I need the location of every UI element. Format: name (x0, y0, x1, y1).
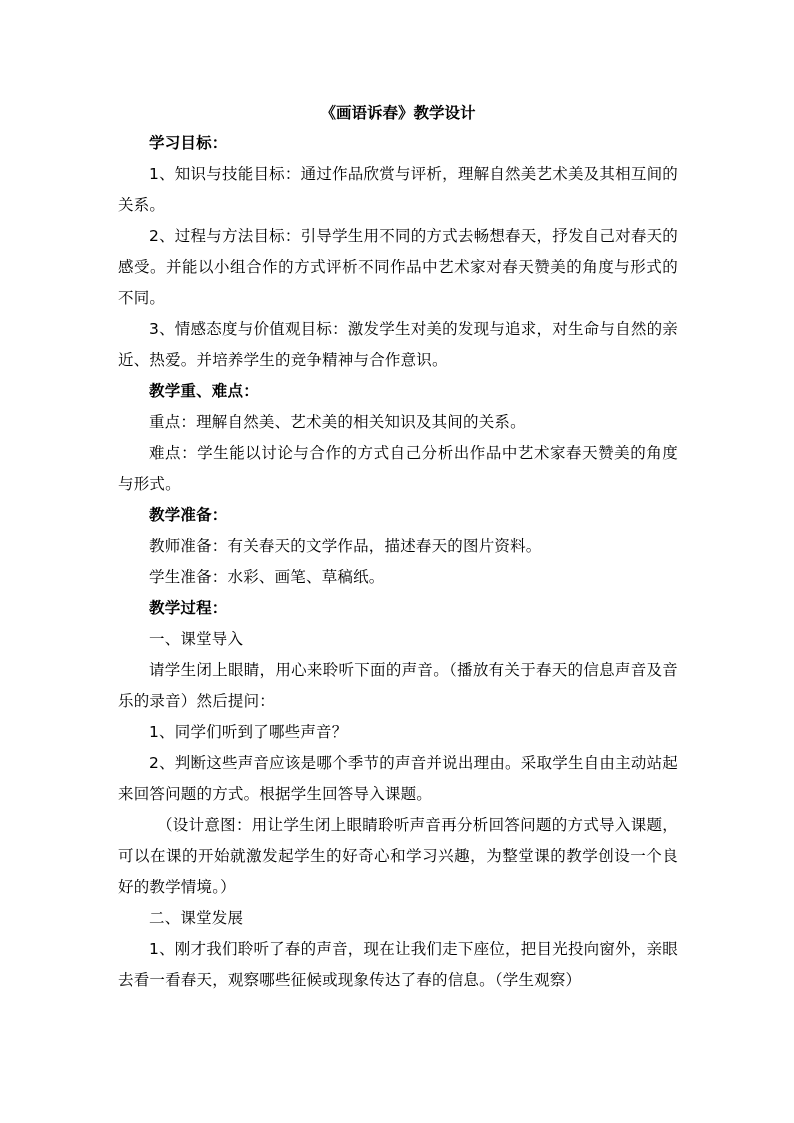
objectives-heading: 学习目标： (149, 134, 228, 152)
preparation-heading: 教学准备： (149, 506, 228, 524)
process-part1-intro: 请学生闭上眼睛，用心来聆听下面的声音。（播放有关于春天的信息声音及音乐的录音）然后提问： (118, 661, 678, 710)
document-page (118, 98, 678, 996)
objective-item: 2、过程与方法目标：引导学生用不同的方式去畅想春天，抒发自己对春天的感受。并能以小组合作的方式评析不同作品中艺术家对春天赞美的角度与形式的不同。 (118, 227, 678, 307)
objective-item: 1、知识与技能目标：通过作品欣赏与评析，理解自然美艺术美及其相互间的关系。 (118, 165, 678, 214)
key-point-focus: 重点：理解自然美、艺术美的相关知识及其间的关系。 (149, 413, 526, 431)
key-point-difficulty: 难点：学生能以讨论与合作的方式自己分析出作品中艺术家春天赞美的角度与形式。 (118, 444, 678, 493)
student-preparation: 学生准备：水彩、画笔、草稿纸。 (149, 568, 385, 586)
process-heading: 教学过程： (149, 599, 228, 617)
document-title: 《画语诉春》教学设计 (320, 104, 476, 122)
teacher-preparation: 教师准备：有关春天的文学作品，描述春天的图片资料。 (149, 537, 542, 555)
process-part1-question: 2、判断这些声音应该是哪个季节的声音并说出理由。采取学生自由主动站起来回答问题的方式。根据学生回答导入课题。 (118, 754, 678, 803)
key-points-heading: 教学重、难点： (149, 382, 259, 400)
objective-item: 3、情感态度与价值观目标：激发学生对美的发现与追求，对生命与自然的亲近、热爱。并培养学生的竞争精神与合作意识。 (118, 320, 678, 369)
design-intent-note: （设计意图：用让学生闭上眼睛聆听声音再分析回答问题的方式导入课题，可以在课的开始就激发起学生的好奇心和学习兴趣，为整堂课的教学创设一个良好的教学情境。） (118, 816, 678, 896)
process-part1-question: 1、同学们听到了哪些声音？ (149, 723, 348, 741)
process-part2-heading: 二、课堂发展 (149, 909, 244, 927)
process-part1-heading: 一、课堂导入 (149, 630, 244, 648)
process-part2-step: 1、刚才我们聆听了春的声音，现在让我们走下座位，把目光投向窗外，亲眼去看一看春天，观察哪些征候或现象传达了春的信息。（学生观察） (118, 940, 678, 989)
